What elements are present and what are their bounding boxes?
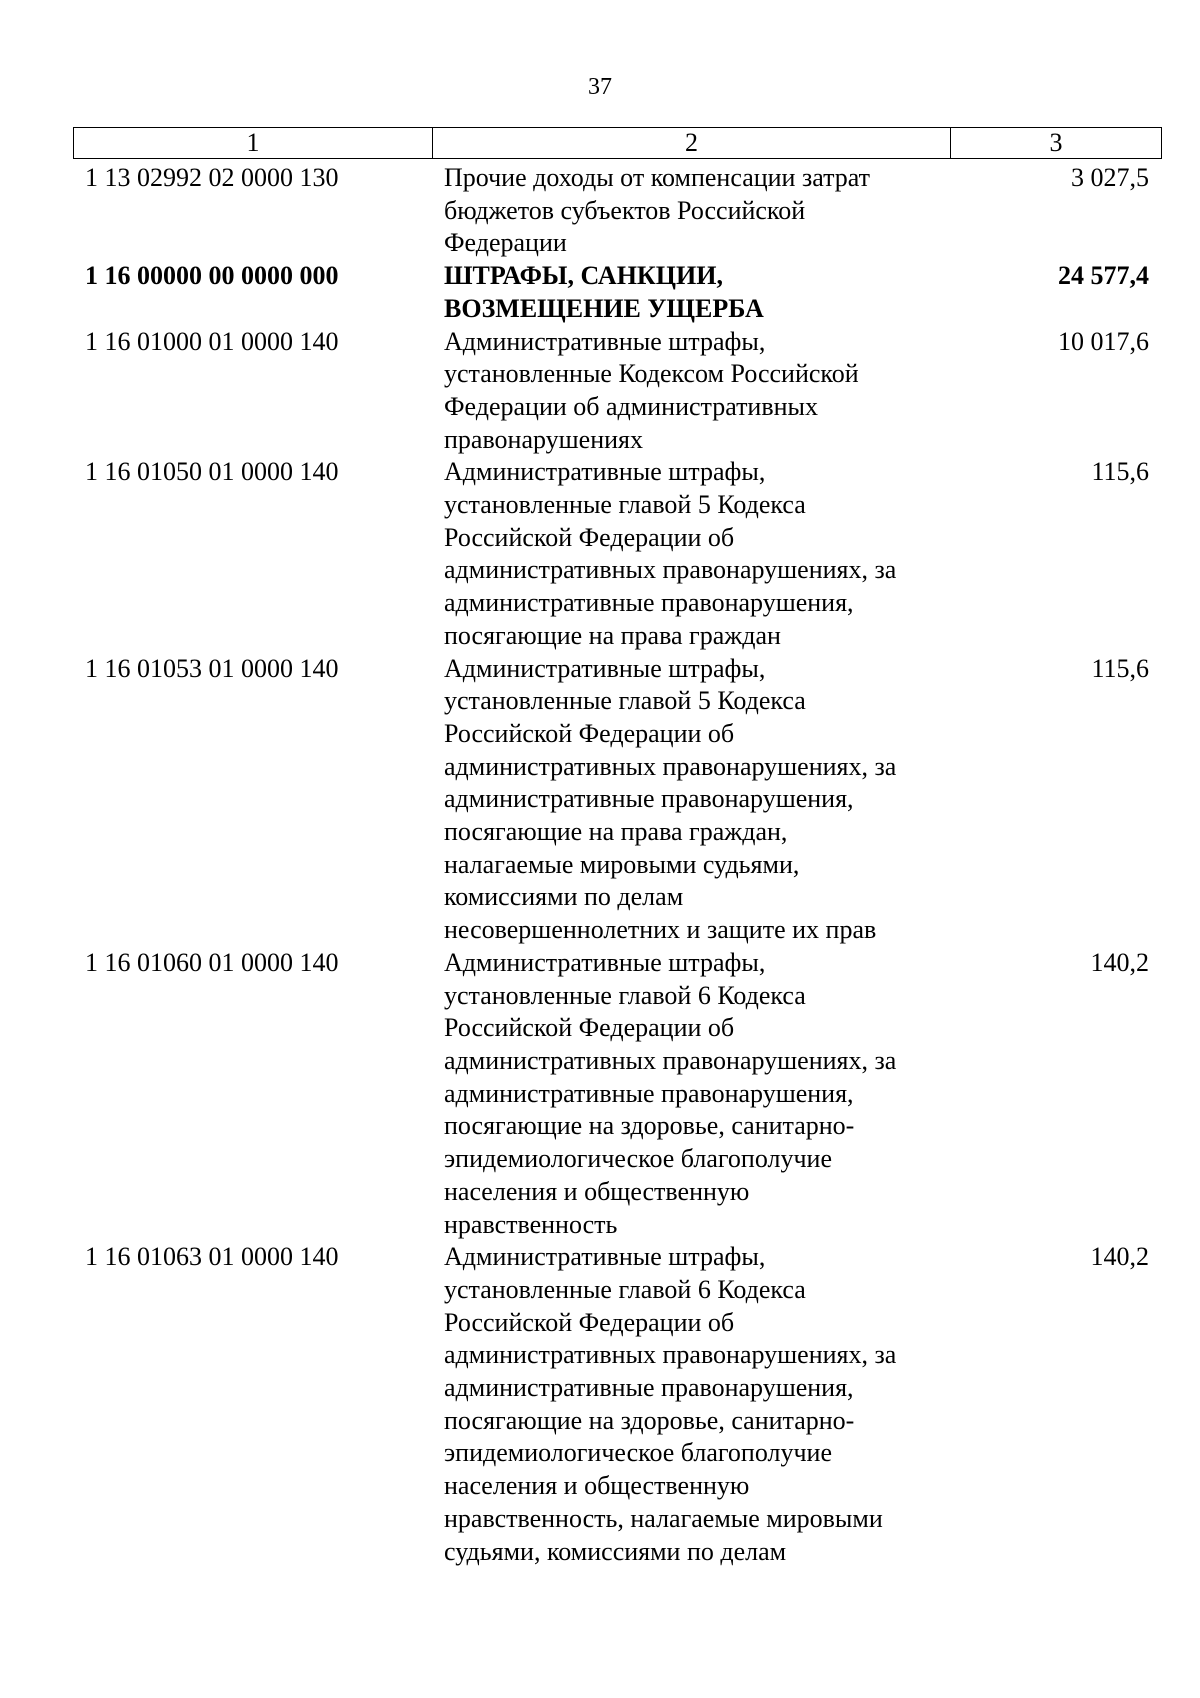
row-amount: 10 017,6 [1058, 326, 1149, 356]
row-code: 1 16 01050 01 0000 140 [85, 457, 339, 487]
description-line: административные правонарушения, [444, 1373, 854, 1403]
row-amount: 115,6 [1091, 457, 1149, 487]
table-row [73, 1241, 1161, 1568]
description-line: нравственность [444, 1209, 618, 1239]
description-line: ВОЗМЕЩЕНИЕ УЩЕРБА [444, 293, 764, 323]
table-row [73, 947, 1161, 1241]
row-description [432, 260, 950, 325]
description-line: административные правонарушения, [444, 784, 854, 814]
description-line: Российской Федерации об [444, 1307, 735, 1337]
description-line: установленные главой 5 Кодекса [444, 686, 806, 716]
description-line: населения и общественную [444, 1471, 750, 1501]
description-line: налагаемые мировыми судьями, [444, 849, 800, 879]
description-line: Административные штрафы, [444, 947, 766, 977]
description-line: Российской Федерации об [444, 522, 735, 552]
description-line: эпидемиологическое благополучие [444, 1438, 832, 1468]
description-line: ШТРАФЫ, САНКЦИИ, [444, 261, 723, 291]
description-line: установленные главой 6 Кодекса [444, 1274, 806, 1304]
description-line: правонарушениях [444, 424, 644, 454]
description-line: Административные штрафы, [444, 1242, 766, 1272]
description-line: посягающие на права граждан, [444, 817, 788, 847]
description-line: установленные главой 5 Кодекса [444, 490, 806, 520]
row-code: 1 13 02992 02 0000 130 [85, 163, 339, 192]
row-description [432, 326, 950, 457]
description-line: посягающие на здоровье, санитарно- [444, 1111, 855, 1141]
row-description [432, 162, 950, 260]
row-code: 1 16 00000 00 0000 000 [85, 261, 339, 291]
column-header-2: 2 [433, 128, 951, 159]
description-line: Прочие доходы от компенсации затрат [444, 163, 871, 192]
description-line: посягающие на здоровье, санитарно- [444, 1405, 855, 1435]
description-line: комиссиями по делам [444, 882, 684, 912]
description-line: Административные штрафы, [444, 326, 766, 356]
description-line: Федерации об административных [444, 391, 819, 421]
description-line: Административные штрафы, [444, 653, 766, 683]
row-description [432, 947, 950, 1241]
table-header [73, 127, 1162, 159]
row-code: 1 16 01000 01 0000 140 [85, 326, 339, 356]
row-amount: 3 027,5 [1071, 163, 1149, 192]
description-line: Административные штрафы, [444, 457, 766, 487]
row-code: 1 16 01063 01 0000 140 [85, 1242, 339, 1272]
description-line: административные правонарушения, [444, 588, 854, 618]
row-code: 1 16 01053 01 0000 140 [85, 653, 339, 683]
row-amount: 24 577,4 [1058, 261, 1149, 291]
description-line: административные правонарушения, [444, 1078, 854, 1108]
description-line: Российской Федерации об [444, 718, 735, 748]
description-line: Федерации [444, 228, 567, 258]
description-line: посягающие на права граждан [444, 620, 781, 650]
row-amount: 115,6 [1091, 653, 1149, 683]
description-line: эпидемиологическое благополучие [444, 1144, 832, 1174]
page-number: 37 [588, 74, 612, 100]
description-line: установленные главой 6 Кодекса [444, 980, 806, 1010]
description-line: Российской Федерации об [444, 1013, 735, 1043]
column-header-1: 1 [74, 128, 433, 159]
column-header-3: 3 [951, 128, 1162, 159]
table-body [73, 162, 1161, 1568]
description-line: административных правонарушениях, за [444, 555, 897, 585]
row-amount: 140,2 [1090, 1242, 1149, 1272]
description-line: бюджетов субъектов Российской [444, 195, 806, 225]
description-line: нравственность, налагаемые мировыми [444, 1503, 883, 1533]
table-row [73, 326, 1161, 457]
description-line: административных правонарушениях, за [444, 1340, 897, 1370]
row-description [432, 653, 950, 947]
table-row [73, 456, 1161, 652]
table-row [73, 260, 1161, 325]
description-line: несовершеннолетних и защите их прав [444, 915, 877, 945]
description-line: населения и общественную [444, 1176, 750, 1206]
table-row [73, 162, 1161, 260]
description-line: судьями, комиссиями по делам [444, 1536, 787, 1566]
row-description [432, 456, 950, 652]
description-line: административных правонарушениях, за [444, 751, 897, 781]
row-amount: 140,2 [1090, 947, 1149, 977]
description-line: административных правонарушениях, за [444, 1045, 897, 1075]
row-code: 1 16 01060 01 0000 140 [85, 947, 339, 977]
row-description [432, 1241, 950, 1568]
description-line: установленные Кодексом Российской [444, 359, 859, 389]
table-row [73, 653, 1161, 947]
